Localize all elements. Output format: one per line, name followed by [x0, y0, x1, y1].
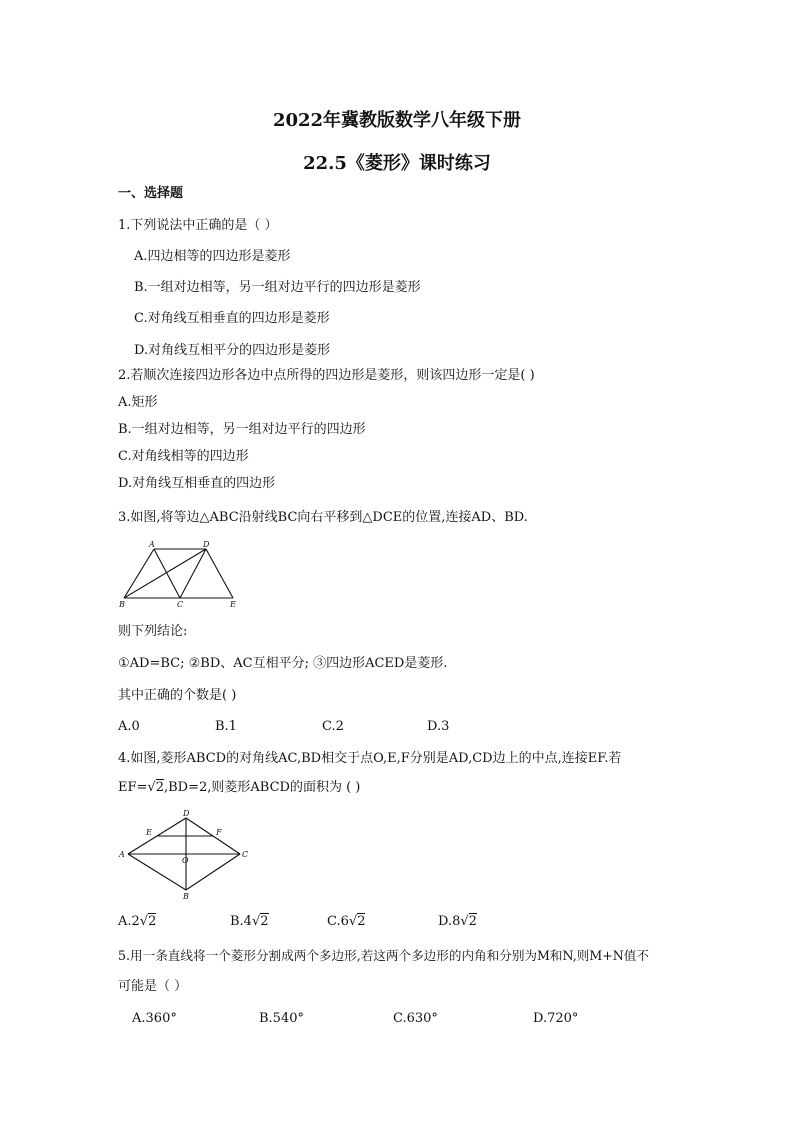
- page-title: 2022年冀教版数学八年级下册: [272, 110, 522, 131]
- q4-label-o: O: [182, 856, 189, 865]
- q4-ef-prefix: EF=: [118, 780, 148, 795]
- q4-option-a: [118, 914, 156, 930]
- q4-label-e: E: [146, 828, 152, 837]
- q4-label-f: F: [216, 828, 222, 837]
- q4-figure: [116, 808, 256, 900]
- q4-stem-line1: 4.如图,菱形ABCD的对角线AC,BD相交于点O,E,F分别是AD,CD边上的中点,连接EF.若: [118, 751, 622, 766]
- q4-option-d-radicand: 2: [468, 914, 477, 929]
- q5-stem-line2: 可能是（ ）: [118, 979, 188, 994]
- sqrt-icon: √: [139, 914, 149, 929]
- q2-stem: 2.若顺次连接四边形各边中点所得的四边形是菱形，则该四边形一定是( ): [118, 368, 535, 383]
- q4-option-a-radicand: 2: [148, 914, 157, 929]
- q3-label-a: A: [149, 540, 155, 549]
- q2-option-b: B.一组对边相等，另一组对边平行的四边形: [118, 422, 366, 437]
- q2-option-a: A.矩形: [118, 395, 158, 410]
- q5-option-d: D.720°: [533, 1011, 579, 1026]
- sqrt-icon: √: [348, 914, 358, 929]
- q5-stem-line1: 5.用一条直线将一个菱形分割成两个多边形,若这两个多边形的内角和分别为M和N,则M+N值不: [118, 948, 649, 963]
- q3-label-d: D: [203, 540, 210, 549]
- sqrt-icon: √: [460, 914, 469, 929]
- q1-option-d: D.对角线互相平分的四边形是菱形: [134, 343, 331, 358]
- q3-ask: 其中正确的个数是( ): [118, 688, 237, 703]
- q2-option-c: C.对角线相等的四边形: [118, 449, 249, 464]
- sqrt-icon: √: [251, 914, 261, 929]
- q4-label-d: D: [183, 809, 190, 818]
- q4-label-c: C: [242, 850, 249, 859]
- q3-stem: 3.如图,将等边△ABC沿射线BC向右平移到△DCE的位置,连接AD、BD.: [118, 510, 528, 525]
- q3-figure: [116, 540, 246, 610]
- q3-option-a: A.0: [118, 719, 140, 734]
- q4-stem-suffix: ,BD=2,则菱形ABCD的面积为 ( ): [163, 780, 361, 795]
- page-subtitle: 22.5《菱形》课时练习: [303, 153, 491, 174]
- q5-option-c: C.630°: [393, 1011, 438, 1026]
- sqrt-icon: √: [147, 780, 156, 795]
- q4-option-d: [438, 914, 477, 930]
- q3-option-c: C.2: [322, 719, 344, 734]
- q3-option-d: D.3: [427, 719, 450, 734]
- q4-option-b-prefix: B.4: [230, 914, 252, 929]
- q3-lead: 则下列结论:: [118, 624, 188, 639]
- q4-option-c-radicand: 2: [357, 914, 366, 929]
- q1-stem: 1.下列说法中正确的是（ ）: [118, 218, 278, 233]
- section-heading: 一、选择题: [118, 186, 184, 201]
- q3-label-b: B: [119, 600, 125, 609]
- q4-option-d-prefix: D.8: [438, 914, 461, 929]
- q1-option-c: C.对角线互相垂直的四边形是菱形: [134, 311, 330, 326]
- q1-option-b: B.一组对边相等，另一组对边平行的四边形是菱形: [134, 280, 421, 295]
- q3-option-b: B.1: [215, 719, 237, 734]
- q2-option-d: D.对角线互相垂直的四边形: [118, 476, 276, 491]
- q4-ef-radicand: 2: [155, 780, 164, 795]
- q3-label-e: E: [230, 600, 236, 609]
- q4-label-b: B: [183, 892, 189, 900]
- q4-stem-line2: [118, 780, 360, 796]
- q3-conclusions: ①AD=BC; ②BD、AC互相平分; ③四边形ACED是菱形.: [118, 656, 448, 671]
- q4-option-c: [327, 914, 365, 930]
- q3-label-c: C: [177, 600, 184, 609]
- q4-option-a-prefix: A.2: [118, 914, 140, 929]
- q4-label-a: A: [119, 850, 125, 859]
- q4-option-b-radicand: 2: [260, 914, 269, 929]
- q4-option-c-prefix: C.6: [327, 914, 349, 929]
- q1-option-a: A.四边相等的四边形是菱形: [134, 249, 291, 264]
- q5-option-a: A.360°: [132, 1011, 177, 1026]
- q4-option-b: [230, 914, 269, 930]
- q5-option-b: B.540°: [259, 1011, 304, 1026]
